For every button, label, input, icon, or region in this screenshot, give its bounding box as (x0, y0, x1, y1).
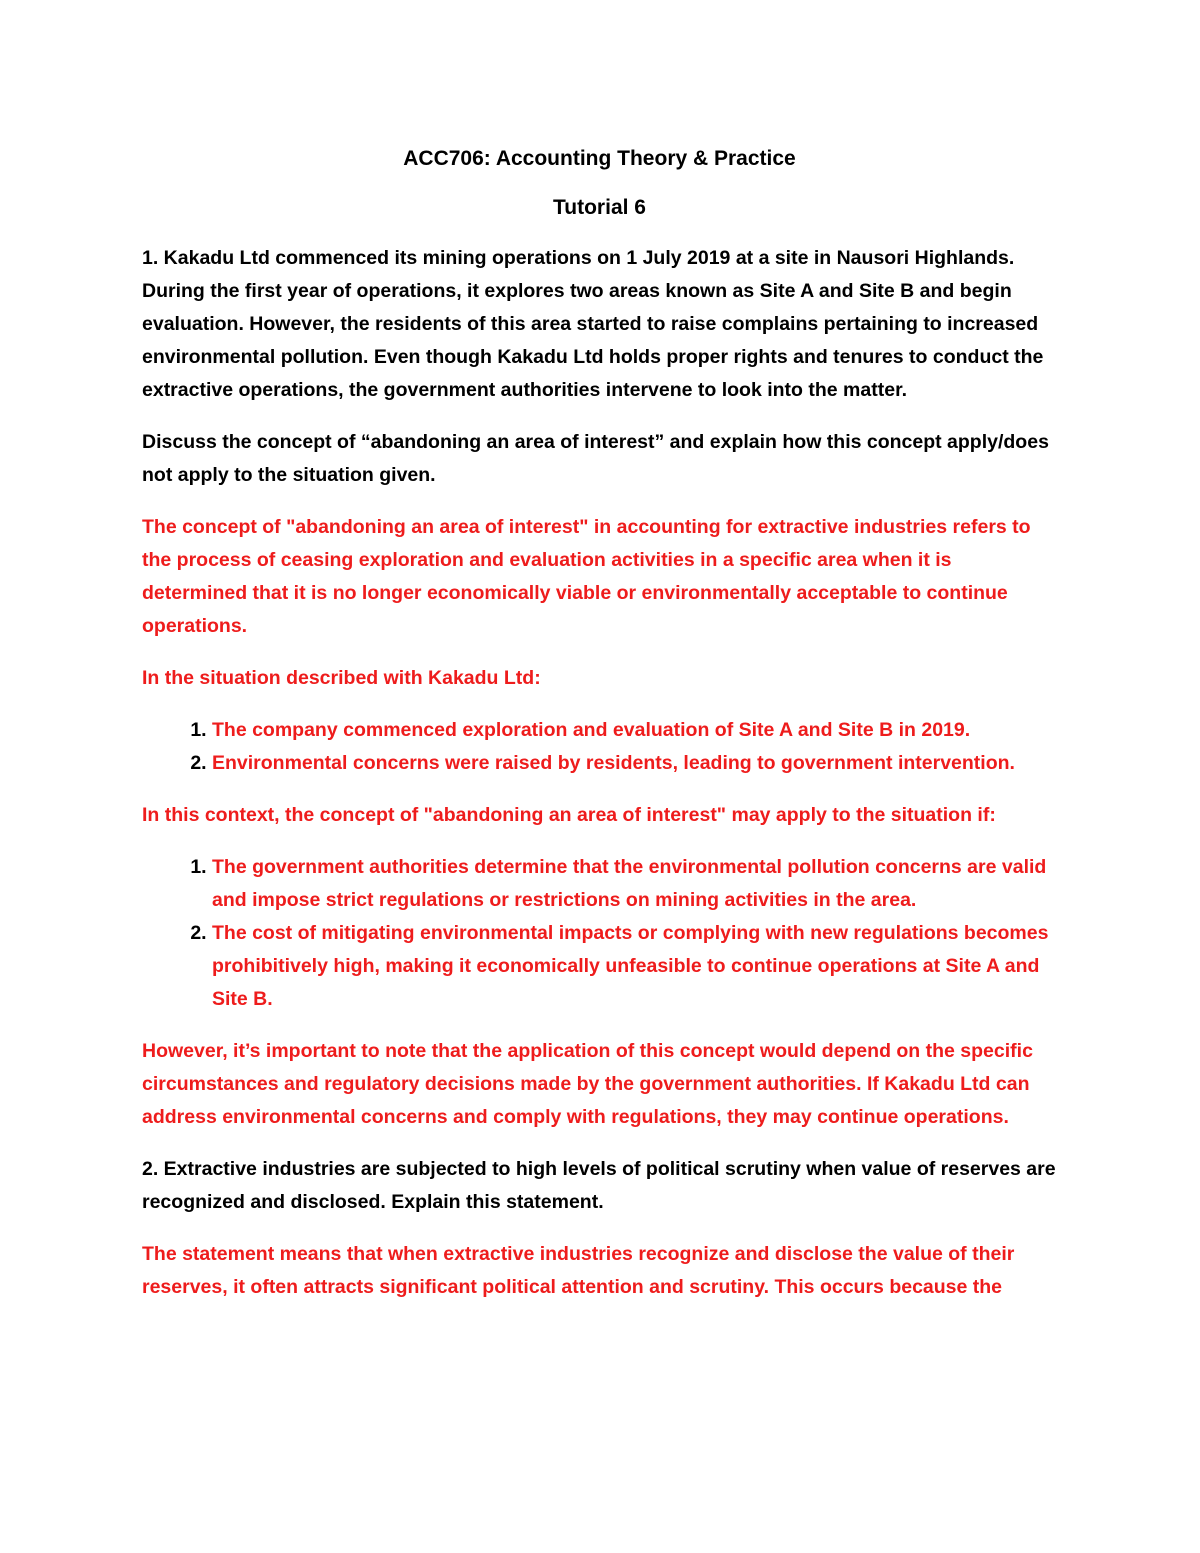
answer-1-context-list (142, 851, 1057, 1016)
answer-1-context-lead: In this context, the concept of "abandoning an area of interest" may apply to the situation if: (142, 804, 996, 826)
list-item: 1. The company commenced exploration and evaluation of Site A and Site B in 2019. (212, 714, 1057, 747)
answer-2-intro: The statement means that when extractive industries recognize and disclose the value of their reserves, it often attracts significant political attention and scrutiny. This occurs because the (142, 1243, 1015, 1298)
document-page (142, 140, 1057, 1323)
question-2: 2. Extractive industries are subjected to high levels of political scrutiny when value of reserves are recognized and disclosed. Explain this statement. (142, 1158, 1056, 1213)
list-item: 2. The cost of mitigating environmental impacts or complying with new regulations becomes prohibitively high, making it economically unfeasible to continue operations at Site A and Site B. (212, 917, 1057, 1016)
document-subtitle: Tutorial 6 (553, 196, 646, 219)
question-1-task: Discuss the concept of “abandoning an area of interest” and explain how this concept apply/does not apply to the situation given. (142, 431, 1049, 486)
document-title: ACC706: Accounting Theory & Practice (403, 147, 796, 170)
list-item: 1. The government authorities determine that the environmental pollution concerns are valid and impose strict regulations or restrictions on mining activities in the area. (212, 851, 1057, 917)
answer-1-situation-lead: In the situation described with Kakadu Ltd: (142, 667, 541, 689)
answer-1-conclusion: However, it’s important to note that the application of this concept would depend on the specific circumstances and regulatory decisions made by the government authorities. If Kakadu Ltd can address environmental concerns and comply with regulations, they may continue operations. (142, 1040, 1033, 1128)
answer-1-intro: The concept of "abandoning an area of interest" in accounting for extractive industries refers to the process of ceasing exploration and evaluation activities in a specific area when it is determined that it is no longer economically viable or environmentally acceptable to continue operations. (142, 516, 1031, 637)
question-1: 1. Kakadu Ltd commenced its mining operations on 1 July 2019 at a site in Nausori Highlands. During the first year of operations, it explores two areas known as Site A and Site B and begin evaluation. However, the residents of this area started to raise complains pertaining to increased environmental pollution. Even though Kakadu Ltd holds proper rights and tenures to conduct the extractive operations, the government authorities intervene to look into the matter. (142, 247, 1044, 401)
answer-1-situation-list (142, 714, 1057, 780)
list-item: 2. Environmental concerns were raised by residents, leading to government intervention. (212, 747, 1057, 780)
